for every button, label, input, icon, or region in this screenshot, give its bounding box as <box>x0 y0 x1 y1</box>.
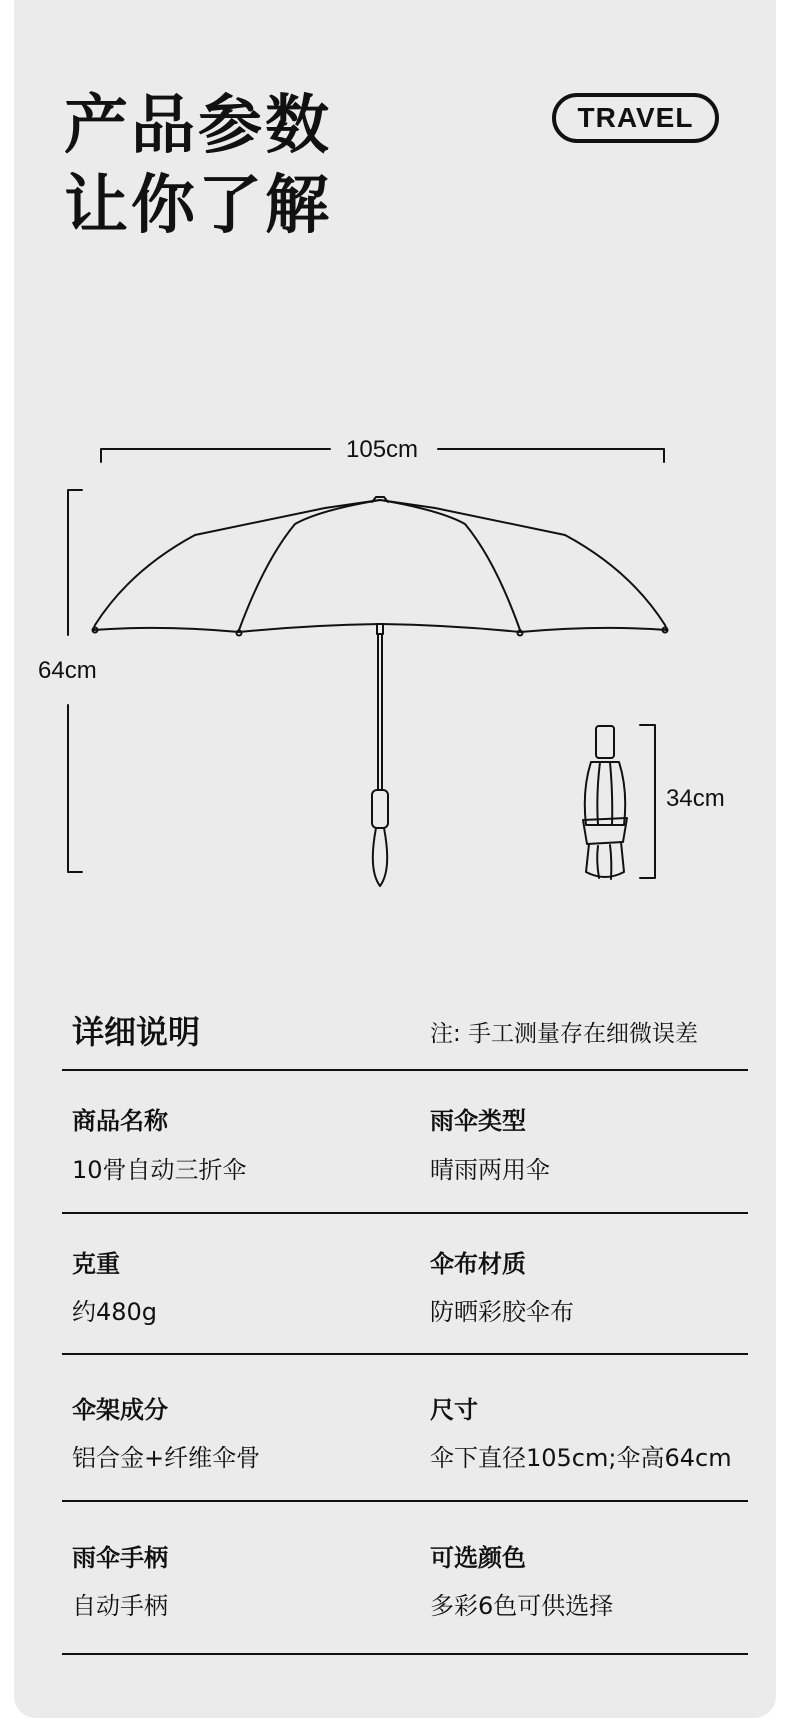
spec-label: 克重 <box>72 1250 120 1278</box>
folded-dimension-line <box>640 725 655 878</box>
spec-label: 伞布材质 <box>430 1250 526 1278</box>
height-label: 64cm <box>32 657 103 685</box>
width-label: 105cm <box>340 436 424 464</box>
title-line-2: 让你了解 <box>64 169 332 243</box>
width-dimension-line-right <box>438 449 664 462</box>
spec-value: 多彩6色可供选择 <box>430 1592 614 1620</box>
divider <box>62 1500 748 1502</box>
spec-value: 铝合金+纤维伞骨 <box>72 1444 261 1472</box>
spec-label: 伞架成分 <box>72 1396 168 1424</box>
spec-value: 10骨自动三折伞 <box>72 1156 247 1184</box>
measurement-note: 注: 手工测量存在细微误差 <box>430 1021 699 1047</box>
divider <box>62 1212 748 1214</box>
spec-label: 雨伞类型 <box>430 1107 526 1135</box>
title-line-1: 产品参数 <box>64 89 332 163</box>
divider <box>62 1653 748 1655</box>
spec-value: 约480g <box>72 1298 158 1326</box>
spec-label: 可选颜色 <box>430 1544 526 1572</box>
height-dimension-line-bottom <box>68 705 82 872</box>
spec-label: 尺寸 <box>430 1396 478 1424</box>
spec-label: 雨伞手柄 <box>72 1544 168 1572</box>
travel-badge: TRAVEL <box>552 93 719 143</box>
spec-value: 晴雨两用伞 <box>430 1156 550 1184</box>
details-heading: 详细说明 <box>72 1013 201 1051</box>
spec-label: 商品名称 <box>72 1107 168 1135</box>
open-umbrella <box>93 497 668 886</box>
spec-value: 防晒彩胶伞布 <box>430 1298 574 1326</box>
spec-value: 自动手柄 <box>72 1592 168 1620</box>
folded-umbrella <box>583 726 627 879</box>
spec-value: 伞下直径105cm;伞高64cm <box>430 1444 732 1472</box>
width-dimension-line-left <box>101 449 330 462</box>
height-dimension-line-top <box>68 490 82 635</box>
divider <box>62 1353 748 1355</box>
folded-length-label: 34cm <box>660 785 731 813</box>
divider <box>62 1069 748 1071</box>
